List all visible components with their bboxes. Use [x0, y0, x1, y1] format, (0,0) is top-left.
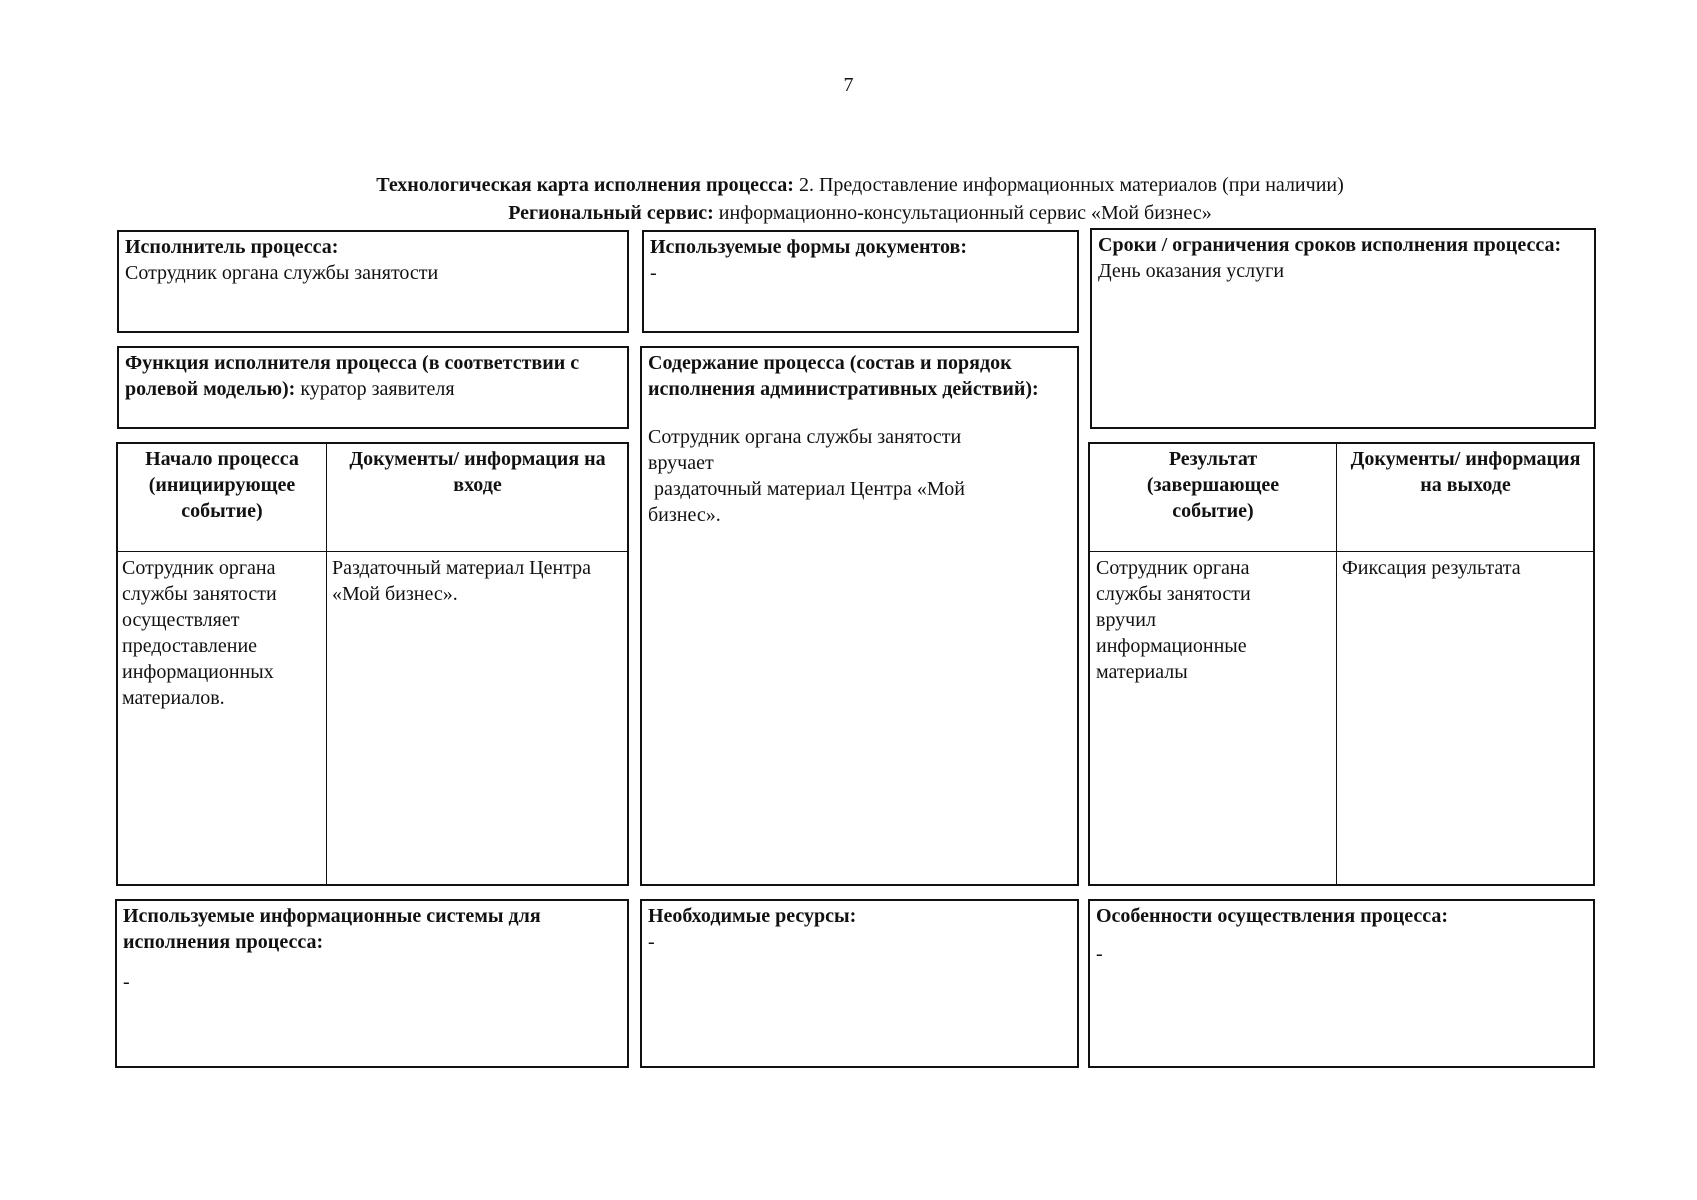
features-value: -: [1096, 943, 1103, 965]
forms-heading: Используемые формы документов:: [650, 236, 968, 258]
start-table: [116, 442, 629, 886]
page-number: 7: [843, 74, 854, 96]
executor-box: [117, 230, 629, 333]
input-docs-header: Документы/ информация на входе: [349, 448, 606, 496]
start-event-value: Сотрудник органа службы занятости осуществляет предоставление информационных материалов.: [122, 557, 277, 709]
deadlines-value: День оказания услуги: [1098, 260, 1285, 282]
deadlines-heading: Сроки / ограничения сроков исполнения процесса:: [1098, 234, 1562, 256]
function-box: [117, 346, 629, 429]
resources-box: [640, 899, 1079, 1068]
forms-value: -: [650, 262, 657, 284]
input-docs-value: Раздаточный материал Центра «Мой бизнес».: [332, 557, 592, 605]
output-docs-header: Документы/ информация на выходе: [1350, 448, 1581, 496]
info-systems-heading: Используемые информационные системы для исполнения процесса:: [123, 905, 541, 953]
deadlines-box: [1090, 228, 1596, 429]
regional-service-line: [0, 200, 1697, 226]
resources-heading: Необходимые ресурсы:: [648, 905, 857, 927]
executor-heading: Исполнитель процесса:: [125, 236, 339, 258]
regional-service-label: Региональный сервис:: [508, 202, 714, 224]
content-line-2: вручает: [648, 452, 714, 474]
content-line-3: раздаточный материал Центра «Мой: [654, 478, 965, 500]
result-event-header: Результат (завершающее событие): [1146, 448, 1280, 522]
result-table: [1088, 442, 1595, 886]
forms-box: [642, 230, 1079, 333]
features-box: [1088, 899, 1595, 1068]
title-value: 2. Предоставление информационных материалов (при наличии): [798, 174, 1344, 196]
content-heading: Содержание процесса (состав и порядок исполнения административных действий):: [648, 352, 1039, 400]
regional-service-value: информационно-консультационный сервис «Мой бизнес»: [718, 202, 1212, 224]
features-heading: Особенности осуществления процесса:: [1096, 905, 1449, 927]
function-value: куратор заявителя: [300, 378, 455, 400]
result-event-value: Сотрудник органа службы занятости вручил информационные материалы: [1096, 557, 1251, 683]
output-docs-value: Фиксация результата: [1342, 557, 1521, 579]
content-line-1: Сотрудник органа службы занятости: [648, 426, 962, 448]
start-event-header: Начало процесса (инициирующее событие): [145, 448, 299, 522]
executor-value: Сотрудник органа службы занятости: [125, 262, 439, 284]
function-text: [125, 350, 621, 402]
title-label: Технологическая карта исполнения процесса:: [376, 174, 794, 196]
content-line-4: бизнес».: [648, 504, 721, 526]
content-box: [640, 346, 1079, 886]
function-heading: Функция исполнителя процесса (в соответствии с ролевой моделью):: [125, 352, 580, 400]
resources-value: -: [648, 931, 655, 953]
document-title: [0, 172, 1697, 198]
info-systems-box: [115, 899, 629, 1068]
info-systems-value: -: [123, 971, 130, 993]
